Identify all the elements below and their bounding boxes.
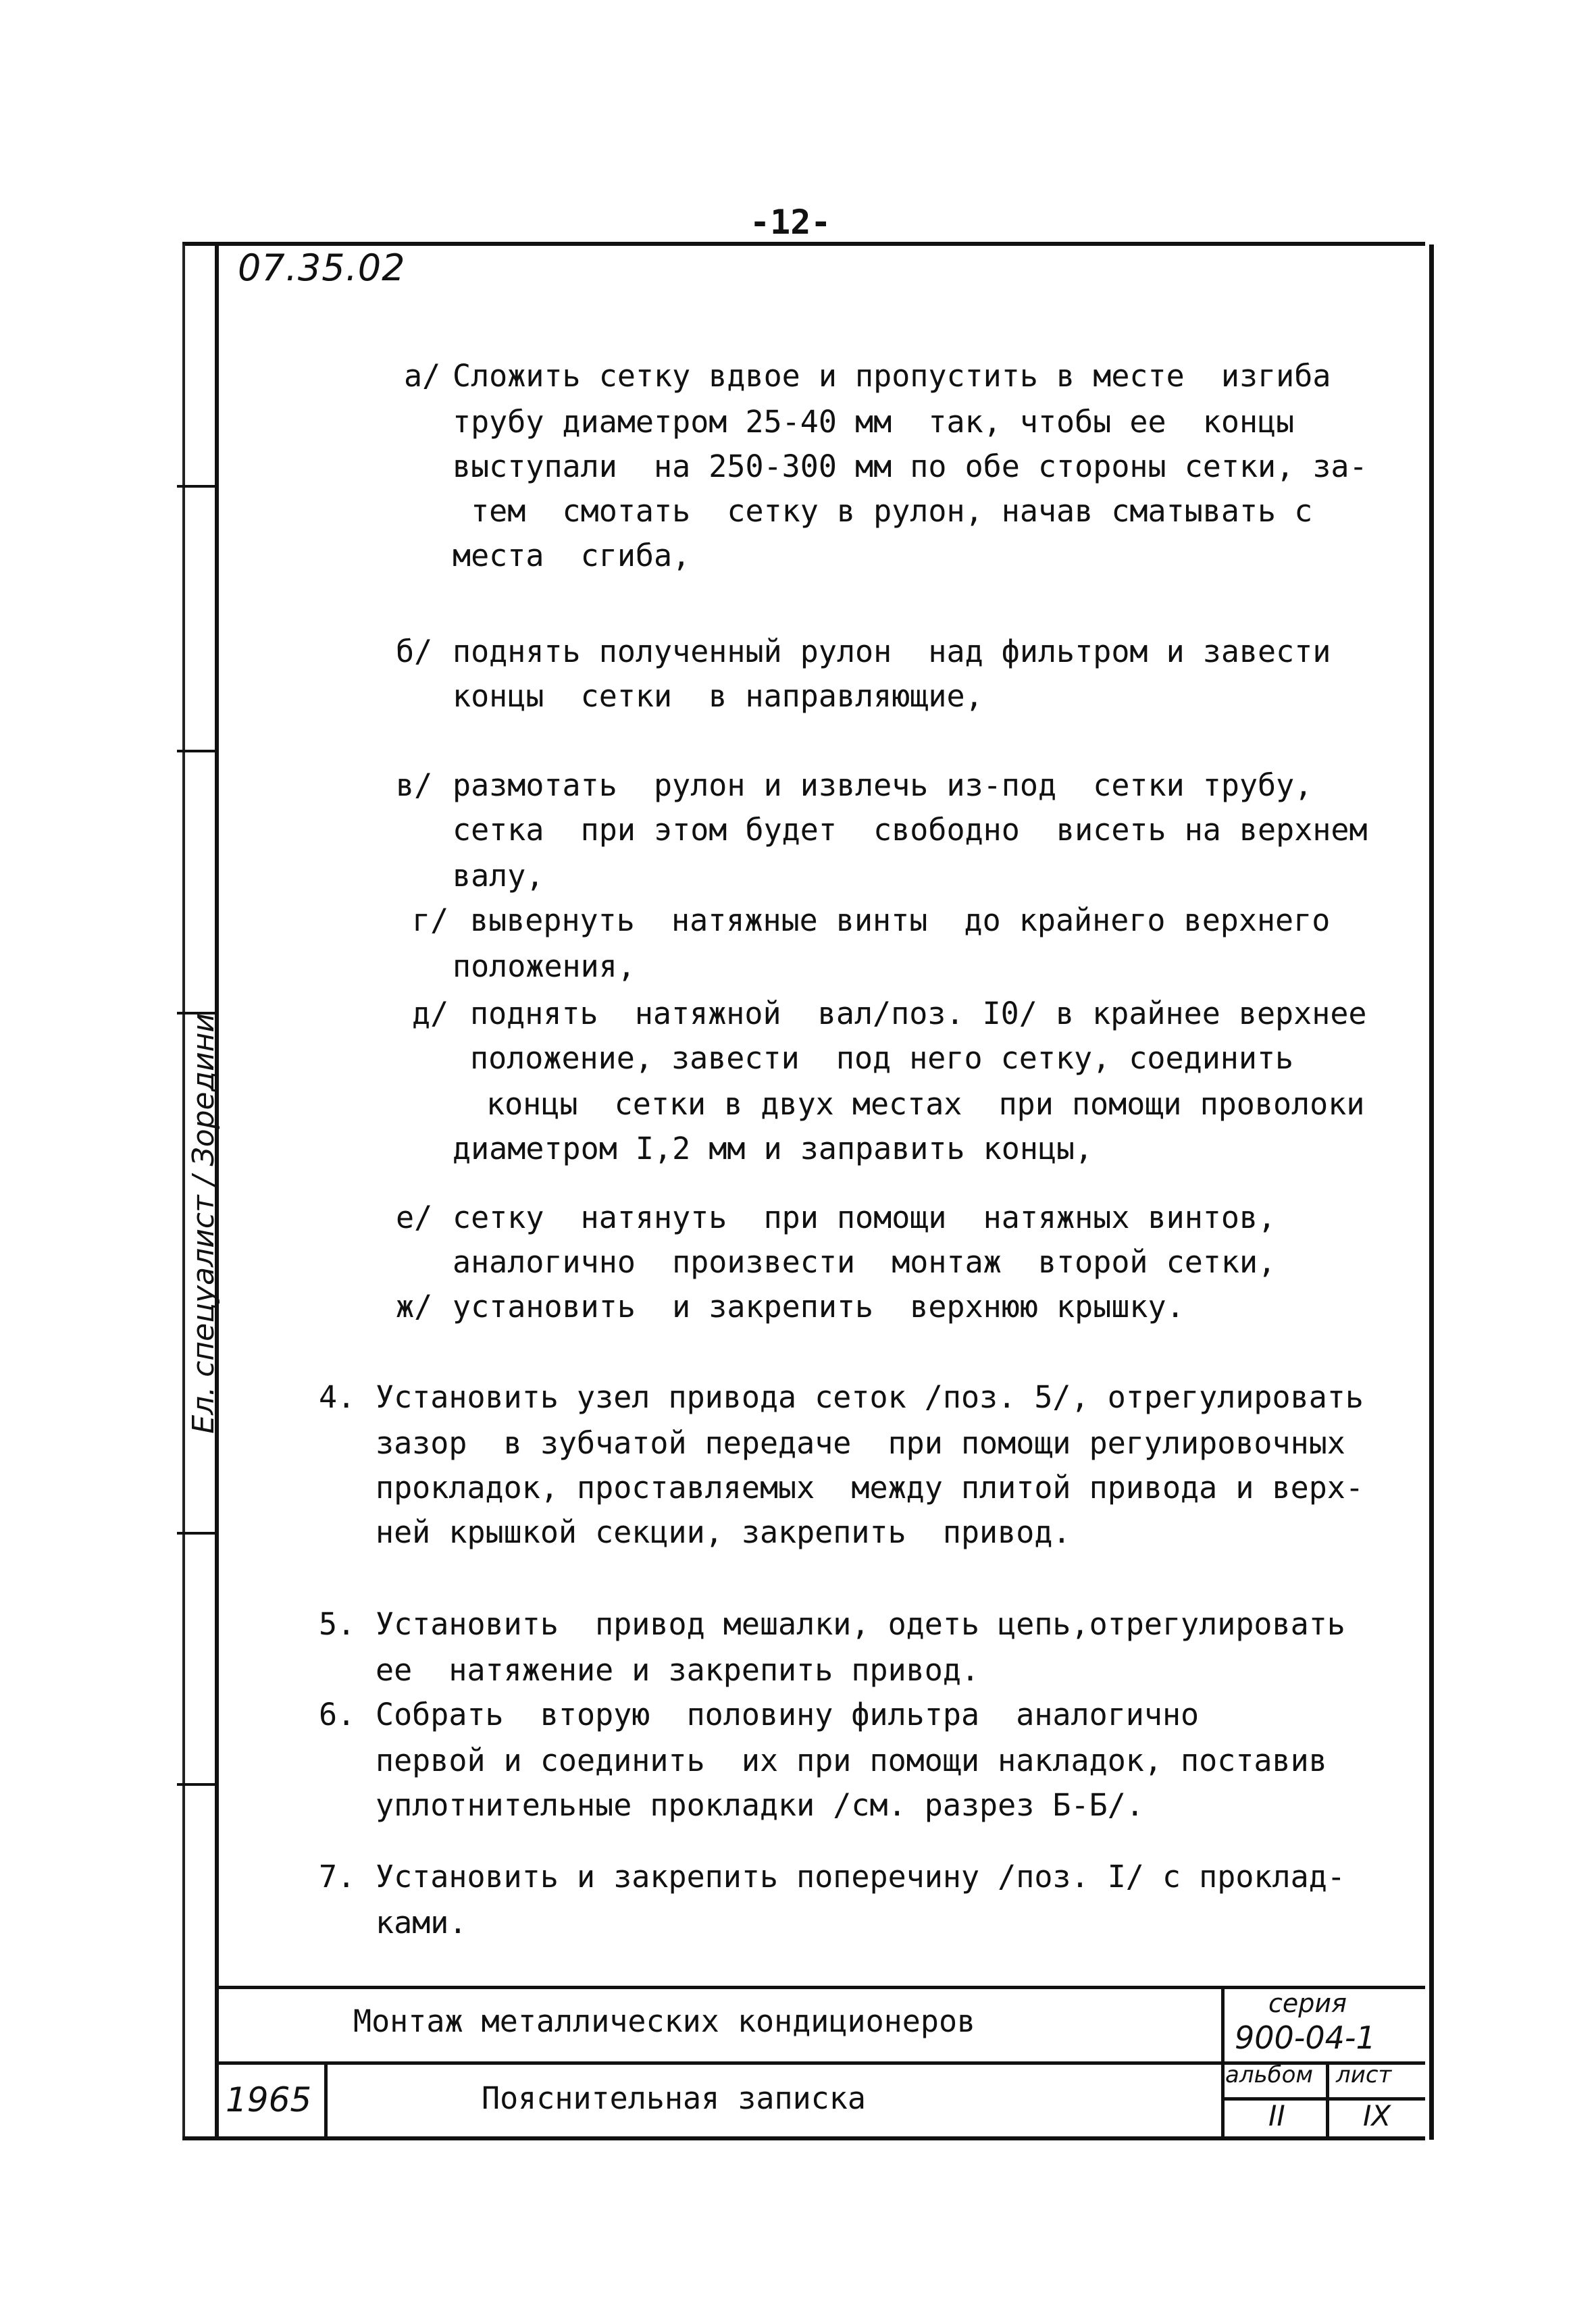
series-value: 900-04-1 <box>1235 2020 1376 2056</box>
item-text-line: трубу диаметром 25-40 мм так, чтобы ее концы <box>453 404 1295 440</box>
item-text-line: поднять полученный рулон над фильтром и завести <box>453 634 1331 669</box>
item-marker: е/ <box>396 1200 433 1235</box>
title-block-bottom-rule <box>215 2136 1425 2140</box>
item-text-line: первой и соединить их при помощи накладок, поставив <box>376 1743 1327 1778</box>
item-text-line: зазор в зубчатой передаче при помощи регулировочных <box>376 1425 1345 1461</box>
item-marker: 4. <box>319 1379 356 1415</box>
item-text-line: ками. <box>376 1905 467 1940</box>
series-label: серия <box>1268 1988 1347 2018</box>
item-text-line: установить и закрепить верхнюю крышку. <box>453 1289 1185 1325</box>
margin-tick <box>177 750 216 752</box>
margin-tick <box>177 1783 216 1786</box>
item-text-line: положения, <box>453 948 636 984</box>
document-name: Пояснительная записка <box>482 2080 866 2116</box>
title-block <box>215 1986 1425 2140</box>
item-text-line: концы сетки в направляющие, <box>453 678 983 714</box>
item-marker: а/ <box>404 358 441 394</box>
document-code: 07.35.02 <box>238 247 406 289</box>
item-text-line: диаметром I,2 мм и заправить концы, <box>453 1131 1093 1166</box>
item-text-line: уплотнительные прокладки /см. разрез Б-Б/. <box>376 1787 1144 1823</box>
item-text-line: Установить привод мешалки, одеть цепь,отрегулировать <box>376 1606 1345 1642</box>
item-text-line: Сложить сетку вдвое и пропустить в месте изгиба <box>453 358 1331 394</box>
margin-signature-text: Ел. спецуалист / Зоредини <box>186 1013 221 1434</box>
title-block-title: Монтаж металлических кондиционеров <box>353 2003 976 2039</box>
margin-signature <box>181 1013 221 1783</box>
item-text-line: поднять натяжной вал/поз. I0/ в крайнее верхнее <box>470 996 1367 1031</box>
item-marker: д/ <box>412 996 449 1031</box>
title-block-top-rule <box>215 1986 1425 1989</box>
item-text-line: вывернуть натяжные винты до крайнего верхнего <box>470 902 1331 938</box>
item-marker: г/ <box>412 902 449 938</box>
item-text-line: размотать рулон и извлечь из-под сетки трубу, <box>453 767 1313 803</box>
sheet-label: лист <box>1336 2061 1392 2088</box>
item-marker: б/ <box>396 634 433 669</box>
item-text-line: сетка при этом будет свободно висеть на верхнем <box>453 812 1368 848</box>
item-text-line: сетку натянуть при помощи натяжных винтов, <box>453 1200 1277 1235</box>
year: 1965 <box>226 2080 312 2119</box>
margin-tick <box>177 485 216 488</box>
item-text-line: аналогично произвести монтаж второй сетки, <box>453 1244 1277 1280</box>
item-text-line: Установить узел привода сеток /поз. 5/, отрегулировать <box>376 1379 1364 1415</box>
item-text-line: ней крышкой секции, закрепить привод. <box>376 1514 1071 1550</box>
item-text-line: тем смотать сетку в рулон, начав сматывать с <box>453 493 1313 529</box>
page-number: -12- <box>750 203 831 242</box>
album-label: альбом <box>1225 2061 1314 2088</box>
item-text-line: положение, завести под него сетку, соединить <box>470 1040 1294 1076</box>
title-block-divider <box>1221 1986 1225 2140</box>
item-text-line: прокладок, проставляемых между плитой привода и верх- <box>376 1470 1364 1506</box>
item-text-line: места сгиба, <box>453 538 691 573</box>
item-text-line: ее натяжение и закрепить привод. <box>376 1652 980 1688</box>
sheet-value: IX <box>1363 2099 1391 2132</box>
item-marker: 7. <box>319 1859 356 1895</box>
item-marker: в/ <box>396 767 433 803</box>
item-marker: ж/ <box>396 1289 433 1325</box>
item-marker: 5. <box>319 1606 356 1642</box>
item-text-line: концы сетки в двух местах при помощи проволоки <box>486 1086 1365 1122</box>
title-block-divider <box>324 2061 328 2140</box>
title-block-cell-rule <box>1221 2097 1425 2101</box>
item-text-line: Установить и закрепить поперечину /поз. I/ с проклад- <box>376 1859 1345 1895</box>
item-marker: 6. <box>319 1697 356 1732</box>
item-text-line: выступали на 250-300 мм по обе стороны сетки, за- <box>453 448 1368 484</box>
item-text-line: Собрать вторую половину фильтра аналогично <box>376 1697 1200 1732</box>
item-text-line: валу, <box>453 858 544 894</box>
title-block-divider <box>1326 2061 1329 2140</box>
album-value: II <box>1268 2099 1285 2132</box>
